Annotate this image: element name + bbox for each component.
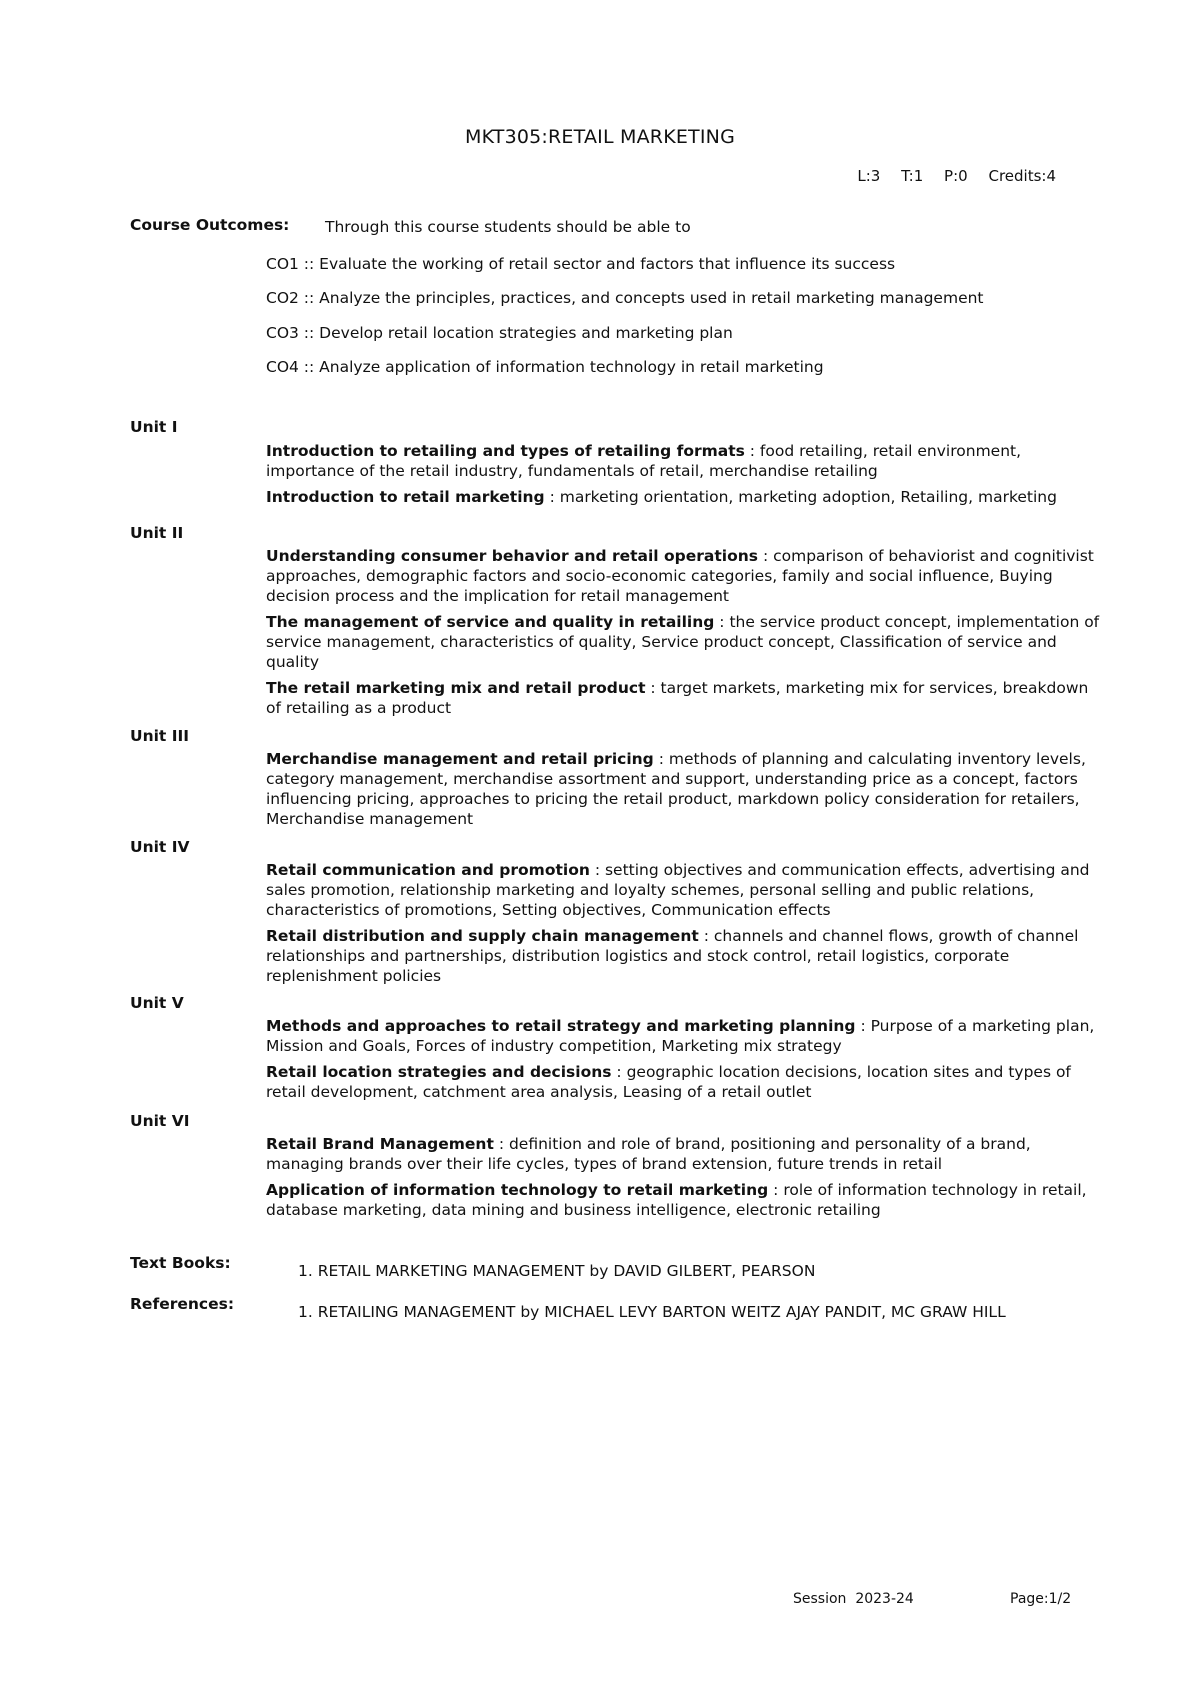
practical-hours: P:0	[944, 167, 968, 185]
unit-label: Unit VI	[130, 1112, 190, 1130]
unit-topic	[266, 546, 1106, 606]
unit-topic	[266, 1180, 1106, 1220]
unit-body	[266, 1134, 1106, 1226]
topic-text: : target markets, marketing mix for services, breakdown of retailing as a product	[266, 679, 1089, 717]
topic-heading: Retail location strategies and decisions	[266, 1063, 612, 1081]
topic-heading: Retail distribution and supply chain management	[266, 927, 699, 945]
topic-heading: Application of information technology to retail marketing	[266, 1181, 769, 1199]
unit-topic	[266, 1016, 1106, 1056]
topic-text: : comparison of behaviorist and cognitivist approaches, demographic factors and socio-economic categories, family and social influence, Buying decision process and the implication for retail management	[266, 547, 1094, 605]
topic-text: : definition and role of brand, positioning and personality of a brand, managing brands over their life cycles, types of brand extension, future trends in retail	[266, 1135, 1031, 1173]
topic-heading: Introduction to retail marketing	[266, 488, 545, 506]
topic-heading: The management of service and quality in retailing	[266, 613, 715, 631]
unit-topic	[266, 441, 1106, 481]
topic-heading: Introduction to retailing and types of retailing formats	[266, 442, 745, 460]
unit-topic	[266, 926, 1106, 986]
unit-topic	[266, 487, 1106, 507]
course-outcome-item: CO1 :: Evaluate the working of retail sector and factors that influence its success	[266, 255, 896, 273]
topic-text: : the service product concept, implementation of service management, characteristics of quality, Service product concept, Classification of service and quality	[266, 613, 1100, 671]
topic-text: : food retailing, retail environment, importance of the retail industry, fundamentals of retail, merchandise retailing	[266, 442, 1022, 480]
session-label: Session 2023-24	[793, 1591, 914, 1607]
text-book-item: 1. RETAIL MARKETING MANAGEMENT by DAVID GILBERT, PEARSON	[298, 1262, 816, 1280]
unit-topic	[266, 612, 1106, 672]
topic-heading: Retail Brand Management	[266, 1135, 494, 1153]
unit-body	[266, 546, 1106, 724]
topic-text: : methods of planning and calculating inventory levels, category management, merchandise assortment and support, understanding price as a concept, factors influencing pricing, approaches to pricing the retail product, markdown policy consideration for retailers, Merchandise management	[266, 750, 1086, 828]
unit-topic	[266, 1062, 1106, 1102]
unit-label: Unit V	[130, 994, 184, 1012]
topic-text: : role of information technology in retail, database marketing, data mining and business intelligence, electronic retailing	[266, 1181, 1087, 1219]
course-outcomes-intro: Through this course students should be able to	[325, 218, 691, 236]
topic-text: : marketing orientation, marketing adoption, Retailing, marketing	[544, 488, 1057, 506]
page-number: Page:1/2	[1010, 1591, 1072, 1607]
topic-heading: Retail communication and promotion	[266, 861, 590, 879]
topic-heading: The retail marketing mix and retail product	[266, 679, 646, 697]
topic-text: : channels and channel flows, growth of channel relationships and partnerships, distribution logistics and stock control, retail logistics, corporate replenishment policies	[266, 927, 1079, 985]
unit-body	[266, 860, 1106, 992]
unit-body	[266, 749, 1106, 835]
course-outcome-item: CO2 :: Analyze the principles, practices, and concepts used in retail marketing management	[266, 289, 984, 307]
topic-heading: Methods and approaches to retail strategy and marketing planning	[266, 1017, 856, 1035]
unit-topic	[266, 1134, 1106, 1174]
unit-label: Unit I	[130, 418, 178, 436]
unit-label: Unit II	[130, 524, 184, 542]
topic-text: : setting objectives and communication effects, advertising and sales promotion, relationship marketing and loyalty schemes, personal selling and public relations, characteristics of promotions, Setting objectives, Communication effects	[266, 861, 1090, 919]
text-books-label: Text Books:	[130, 1254, 231, 1272]
course-outcome-item: CO4 :: Analyze application of information technology in retail marketing	[266, 358, 824, 376]
ltpc-credits	[841, 167, 1056, 185]
unit-topic	[266, 678, 1106, 718]
credits: Credits:4	[988, 167, 1056, 185]
unit-body	[266, 1016, 1106, 1108]
topic-text: : geographic location decisions, location sites and types of retail development, catchment area analysis, Leasing of a retail outlet	[266, 1063, 1071, 1101]
unit-label: Unit III	[130, 727, 190, 745]
references-label: References:	[130, 1295, 235, 1313]
lecture-hours: L:3	[857, 167, 881, 185]
page-title: MKT305:RETAIL MARKETING	[464, 126, 735, 148]
unit-topic	[266, 860, 1106, 920]
topic-text: : Purpose of a marketing plan, Mission and Goals, Forces of industry competition, Marketing mix strategy	[266, 1017, 1095, 1055]
tutorial-hours: T:1	[901, 167, 924, 185]
unit-body	[266, 441, 1106, 513]
reference-item: 1. RETAILING MANAGEMENT by MICHAEL LEVY BARTON WEITZ AJAY PANDIT, MC GRAW HILL	[298, 1303, 1006, 1321]
topic-heading: Merchandise management and retail pricing	[266, 750, 654, 768]
course-outcome-item: CO3 :: Develop retail location strategies and marketing plan	[266, 324, 733, 342]
unit-topic	[266, 749, 1106, 829]
course-outcomes-label: Course Outcomes:	[130, 216, 290, 234]
topic-heading: Understanding consumer behavior and retail operations	[266, 547, 759, 565]
unit-label: Unit IV	[130, 838, 190, 856]
